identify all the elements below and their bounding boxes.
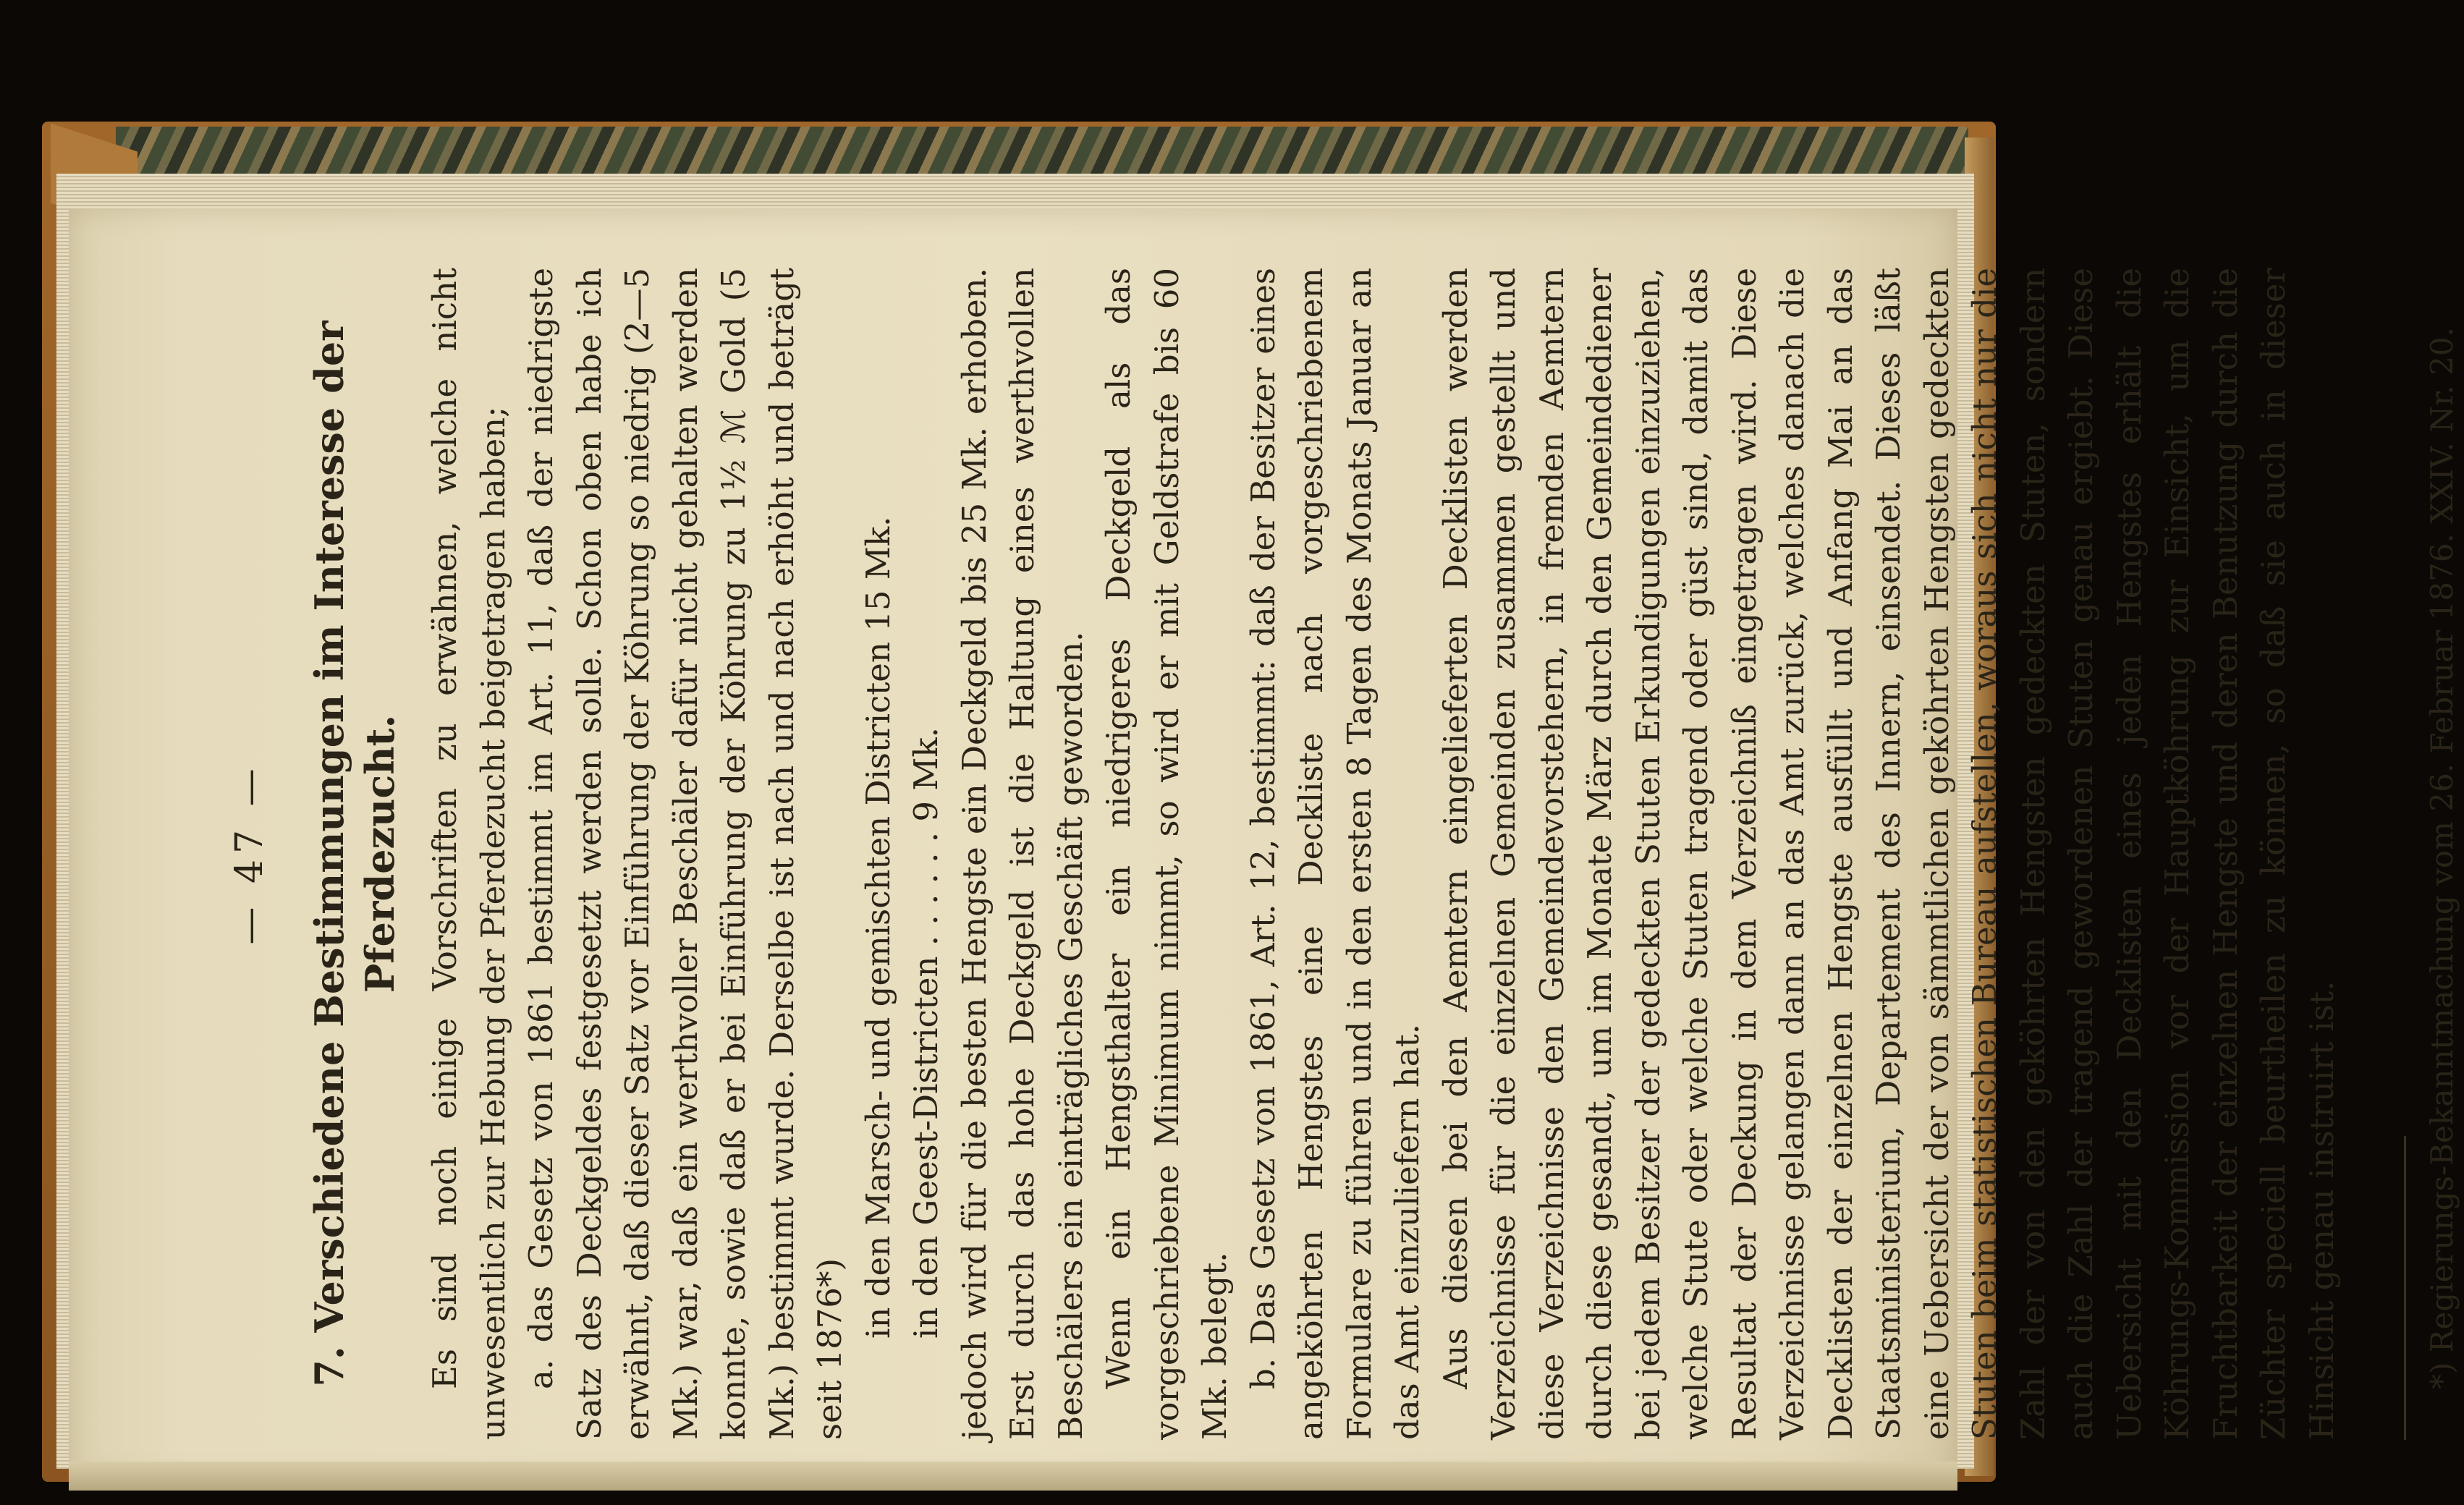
page-bottom-edge	[69, 1462, 1957, 1491]
paragraph-minimum: Wenn ein Hengsthalter ein niedrigeres Deckgeld als das vorgeschriebene Minimum nimmt, so wird er mit Geldstrafe bis 60 Mk. belegt.	[1099, 268, 1234, 1440]
paragraph-deckgeld: jedoch wird für die besten Hengste ein Deckgeld bis 25 Mk. erhoben. Erst durch das hohe Deckgeld ist die Haltung eines werthvollen Beschälers ein einträgliches Geschäft geworden.	[954, 268, 1090, 1440]
section-heading: 7. Verschiedene Bestimmungen im Interesse der Pferdezucht.	[306, 321, 403, 1387]
footnote-divider	[2404, 1136, 2406, 1440]
paragraph-intro: Es sind noch einige Vorschriften zu erwähnen, welche nicht unwesentlich zur Hebung der Pferdezucht beigetragen haben;	[426, 268, 512, 1440]
page-number: — 47 —	[228, 763, 271, 945]
paragraph-b: b. Das Gesetz von 1861, Art. 12, bestimmt: daß der Besitzer eines angeköhrten Hengstes eine Deckliste nach vorgeschriebenem Formulare zu führen und in den ersten 8 Tagen des Monats Januar an das Amt einzuliefern hat.	[1243, 268, 1426, 1440]
footnote: *) Regierungs-Bekanntmachung vom 26. Februar 1876. XXIV. Nr. 20.	[2424, 326, 2460, 1389]
fee-line-geest: in den Geest-Districten . . . . . . 9 Mk.	[907, 727, 945, 1339]
page-text-block	[224, 268, 2460, 1440]
fee-line-marsch: in den Marsch- und gemischten Districten 15 Mk.	[858, 516, 897, 1339]
paragraph-verzeichnisse: Aus diesen bei den Aemtern eingelieferten Decklisten werden Verzeichnisse für die einzelnen Gemeinden zusammen gestellt und diese Verzeichnisse den Gemeindevorstehern, in fremden Aemtern durch diese gesandt, um im Monate März durch den Gemeindediener bei jedem Besitzer der gedeckten Stuten Erkundigungen einzuziehen, welche Stute oder welche Stuten tragend oder güst sind, damit das Resultat der Deckung in dem Verzeichniß eingetragen wird. Diese Verzeichnisse gelangen dann an das Amt zurück, welches danach die Decklisten der einzelnen Hengste ausfüllt und Anfang Mai an das Staatsministerium, Departement des Innern, einsendet. Dieses läßt eine Uebersicht der von sämmtlichen geköhrten Hengsten gedeckten Stuten beim statistischen Bureau aufstellen, woraus sich nicht nur die Zahl der von den geköhrten Hengsten gedeckten Stuten, sondern auch die Zahl der tragend gewordenen Stuten genau ergiebt. Diese Uebersicht mit den Decklisten eines jeden Hengstes erhält die Köhrungs-Kommission vor der Hauptköhrung zur Einsicht, um die Fruchtbarkeit der einzelnen Hengste und deren Benutzung durch die Züchter speciell beurtheilen zu können, so daß sie auch in dieser Hinsicht genau instruirt ist.	[1436, 268, 2341, 1440]
paragraph-a: a. das Gesetz von 1861 bestimmt im Art. 11, daß der niedrigste Satz des Deckgeldes festgesetzt werden solle. Schon oben habe ich erwähnt, daß dieser Satz vor Einführung der Köhrung so niedrig (2—5 Mk.) war, daß ein werthvoller Beschäler dafür nicht gehalten werden konnte, sowie daß er bei Einführung der Köhrung zu 1½ ℳ Gold (5 Mk.) bestimmt wurde. Derselbe ist nach und nach erhöht und beträgt seit 1876*)	[522, 268, 849, 1440]
